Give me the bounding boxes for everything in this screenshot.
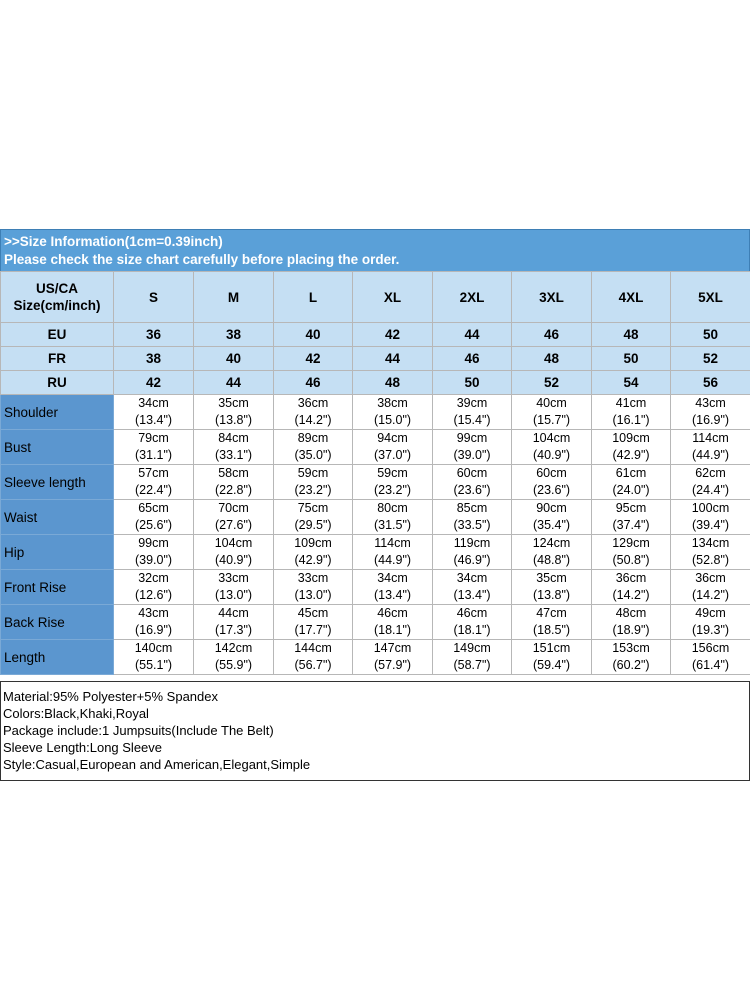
measure-cm: 58cm (218, 466, 249, 480)
measure-cell (433, 605, 512, 640)
measure-cell (274, 640, 353, 675)
measure-cell (512, 395, 592, 430)
region-size-cell: 36 (114, 323, 194, 347)
measure-row (1, 430, 750, 465)
region-size-cell: 50 (592, 347, 671, 371)
measure-inch: (44.9") (373, 553, 412, 567)
measure-cm: 140cm (134, 641, 173, 655)
measure-cell (114, 500, 194, 535)
measure-inch: (22.8") (214, 483, 253, 497)
measure-inch: (13.8") (532, 588, 571, 602)
measure-cm: 33cm (297, 571, 329, 585)
measure-cell (194, 570, 274, 605)
region-size-cell: 54 (592, 371, 671, 395)
measure-cm: 147cm (373, 641, 412, 655)
measure-cm: 46cm (456, 606, 488, 620)
measure-cell (194, 430, 274, 465)
measure-cm: 144cm (294, 641, 332, 655)
measure-label: Front Rise (1, 570, 114, 605)
measure-cm: 61cm (615, 466, 647, 480)
measure-cm: 95cm (615, 501, 647, 515)
region-label: FR (1, 347, 114, 371)
measure-cm: 35cm (536, 571, 567, 585)
region-size-cell: 50 (433, 371, 512, 395)
measure-inch: (14.2") (294, 413, 332, 427)
measure-cm: 99cm (138, 536, 169, 550)
measure-inch: (39.0") (453, 448, 491, 462)
measure-cell (671, 605, 750, 640)
region-size-cell: 48 (512, 347, 592, 371)
header-label-line1: US/CA (35, 281, 78, 296)
measure-cell (274, 605, 353, 640)
measure-cell (114, 605, 194, 640)
region-size-cell: 48 (592, 323, 671, 347)
measure-cell (114, 570, 194, 605)
measure-cell (194, 465, 274, 500)
measure-inch: (13.0") (214, 588, 253, 602)
size-table (0, 271, 750, 675)
measure-cm: 44cm (218, 606, 249, 620)
measure-inch: (24.0") (612, 483, 650, 497)
measure-cm: 38cm (377, 396, 408, 410)
region-size-cell: 42 (114, 371, 194, 395)
measure-label: Waist (1, 500, 114, 535)
size-header-cell: 4XL (592, 272, 671, 323)
measure-cm: 59cm (297, 466, 329, 480)
measure-inch: (23.2") (294, 483, 332, 497)
measure-inch: (17.7") (294, 623, 332, 637)
measure-inch: (13.8") (214, 413, 253, 427)
measure-cm: 129cm (612, 536, 650, 550)
measure-inch: (16.1") (612, 413, 650, 427)
measure-cell (592, 430, 671, 465)
measure-inch: (31.5") (373, 518, 412, 532)
measure-cell (353, 640, 433, 675)
measure-cm: 114cm (374, 536, 411, 550)
measure-cell (592, 395, 671, 430)
measure-inch: (16.9") (691, 413, 730, 427)
measure-inch: (18.9") (612, 623, 650, 637)
measure-cm: 70cm (218, 501, 249, 515)
measure-cm: 153cm (612, 641, 650, 655)
measure-cell (353, 570, 433, 605)
measure-cell (671, 570, 750, 605)
measure-cm: 39cm (456, 396, 488, 410)
measure-inch: (15.4") (453, 413, 491, 427)
measure-inch: (56.7") (294, 658, 332, 672)
measure-cm: 46cm (377, 606, 408, 620)
measure-cm: 62cm (695, 466, 726, 480)
measure-inch: (60.2") (612, 658, 650, 672)
measure-cm: 60cm (456, 466, 488, 480)
measure-inch: (33.1") (214, 448, 253, 462)
measure-cm: 104cm (214, 536, 253, 550)
measure-cell (274, 430, 353, 465)
measure-label: Sleeve length (1, 465, 114, 500)
note-style: Style:Casual,European and American,Elegant,Simple (3, 757, 311, 772)
measure-cm: 99cm (456, 431, 488, 445)
measure-inch: (18.1") (453, 623, 491, 637)
region-size-cell: 40 (194, 347, 274, 371)
measure-cell (114, 640, 194, 675)
measure-cm: 85cm (456, 501, 488, 515)
measure-inch: (55.9") (214, 658, 253, 672)
measure-cell (592, 570, 671, 605)
measure-row (1, 640, 750, 675)
note-package: Package include:1 Jumpsuits(Include The Belt) (3, 723, 274, 738)
measure-inch: (48.8") (532, 553, 571, 567)
measure-inch: (23.2") (373, 483, 412, 497)
region-size-cell: 46 (274, 371, 353, 395)
measure-inch: (23.6") (453, 483, 491, 497)
region-size-cell: 52 (512, 371, 592, 395)
region-size-cell: 46 (433, 347, 512, 371)
size-header-cell: XL (353, 272, 433, 323)
measure-cm: 90cm (536, 501, 567, 515)
measure-cm: 33cm (218, 571, 249, 585)
measure-cm: 134cm (691, 536, 730, 550)
size-info-banner (0, 229, 750, 271)
measure-inch: (39.4") (691, 518, 730, 532)
region-row-fr (1, 347, 750, 371)
measure-cell (433, 500, 512, 535)
measure-inch: (29.5") (294, 518, 332, 532)
size-header-cell: S (114, 272, 194, 323)
measure-inch: (35.4") (532, 518, 571, 532)
region-size-cell: 38 (114, 347, 194, 371)
measure-cm: 57cm (138, 466, 169, 480)
measure-cm: 142cm (214, 641, 253, 655)
measure-cm: 34cm (377, 571, 408, 585)
region-size-cell: 42 (274, 347, 353, 371)
measure-cm: 47cm (536, 606, 567, 620)
measure-cm: 36cm (297, 396, 329, 410)
measure-label: Shoulder (1, 395, 114, 430)
measure-cm: 109cm (294, 536, 332, 550)
measure-inch: (24.4") (691, 483, 730, 497)
measure-inch: (17.3") (214, 623, 253, 637)
measure-cm: 109cm (612, 431, 650, 445)
measure-cm: 45cm (297, 606, 329, 620)
measure-inch: (13.4") (373, 588, 412, 602)
measure-cm: 94cm (377, 431, 408, 445)
measure-inch: (40.9") (214, 553, 253, 567)
measure-inch: (42.9") (612, 448, 650, 462)
measure-row (1, 500, 750, 535)
measure-inch: (42.9") (294, 553, 332, 567)
note-material: Material:95% Polyester+5% Spandex (3, 689, 218, 704)
measure-cm: 49cm (695, 606, 726, 620)
measure-cm: 80cm (377, 501, 408, 515)
measure-inch: (59.4") (532, 658, 571, 672)
measure-inch: (12.6") (134, 588, 173, 602)
measure-cm: 149cm (453, 641, 491, 655)
measure-cell (353, 465, 433, 500)
header-label-line2: Size(cm/inch) (13, 298, 101, 313)
measure-inch: (52.8") (691, 553, 730, 567)
measure-cell (671, 500, 750, 535)
measure-cm: 75cm (297, 501, 329, 515)
measure-cell (194, 395, 274, 430)
measure-cm: 100cm (691, 501, 730, 515)
measure-cell (353, 395, 433, 430)
size-chart (0, 229, 750, 781)
measure-row (1, 395, 750, 430)
measure-cell (353, 535, 433, 570)
size-header-cell: 5XL (671, 272, 750, 323)
measure-cell (274, 500, 353, 535)
measure-cell (512, 605, 592, 640)
measure-inch: (33.5") (453, 518, 491, 532)
measure-cm: 84cm (218, 431, 249, 445)
measure-cell (433, 570, 512, 605)
banner-title: >>Size Information(1cm=0.39inch) (4, 234, 223, 249)
size-header-cell: 2XL (433, 272, 512, 323)
measure-cell (274, 465, 353, 500)
measure-inch: (25.6") (134, 518, 173, 532)
measure-label: Hip (1, 535, 114, 570)
measure-cm: 59cm (377, 466, 408, 480)
measure-cm: 104cm (532, 431, 571, 445)
measure-cm: 43cm (695, 396, 726, 410)
measure-cm: 89cm (297, 431, 329, 445)
measure-inch: (61.4") (691, 658, 730, 672)
measure-inch: (16.9") (134, 623, 173, 637)
measure-inch: (19.3") (691, 623, 730, 637)
measure-cell (671, 395, 750, 430)
region-size-cell: 42 (353, 323, 433, 347)
measure-cell (353, 605, 433, 640)
measure-cell (114, 535, 194, 570)
measure-inch: (39.0") (134, 553, 173, 567)
measure-inch: (27.6") (214, 518, 253, 532)
region-size-cell: 50 (671, 323, 750, 347)
measure-cell (114, 430, 194, 465)
region-row-eu (1, 323, 750, 347)
measure-cell (114, 395, 194, 430)
measure-cm: 40cm (536, 396, 567, 410)
measure-cell (592, 640, 671, 675)
region-size-cell: 46 (512, 323, 592, 347)
measure-cm: 119cm (453, 536, 491, 550)
measure-cell (512, 640, 592, 675)
region-size-cell: 44 (194, 371, 274, 395)
measure-inch: (35.0") (294, 448, 332, 462)
measure-cell (671, 535, 750, 570)
measure-row (1, 465, 750, 500)
measure-inch: (55.1") (134, 658, 173, 672)
measure-cell (512, 500, 592, 535)
measure-inch: (18.1") (373, 623, 412, 637)
measure-cm: 35cm (218, 396, 249, 410)
region-size-cell: 38 (194, 323, 274, 347)
measure-inch: (14.2") (691, 588, 730, 602)
measure-cell (512, 430, 592, 465)
measure-cell (274, 535, 353, 570)
measure-cell (194, 535, 274, 570)
measure-inch: (58.7") (453, 658, 491, 672)
measure-cell (353, 430, 433, 465)
measure-cell (671, 430, 750, 465)
measure-inch: (13.0") (294, 588, 332, 602)
measure-cell (592, 535, 671, 570)
measure-inch: (50.8") (612, 553, 650, 567)
measure-cm: 34cm (138, 396, 169, 410)
region-size-cell: 48 (353, 371, 433, 395)
measure-cell (353, 500, 433, 535)
region-size-cell: 56 (671, 371, 750, 395)
measure-cell (671, 640, 750, 675)
measure-cell (433, 535, 512, 570)
measure-cm: 124cm (532, 536, 571, 550)
measure-inch: (15.0") (373, 413, 412, 427)
measure-cell (592, 465, 671, 500)
measure-inch: (22.4") (134, 483, 173, 497)
size-header-label (1, 272, 114, 323)
region-size-cell: 44 (433, 323, 512, 347)
measure-inch: (15.7") (532, 413, 571, 427)
note-sleeve-length: Sleeve Length:Long Sleeve (3, 740, 163, 755)
measure-inch: (23.6") (532, 483, 571, 497)
measure-cell (512, 570, 592, 605)
measure-cell (194, 640, 274, 675)
measure-cell (512, 465, 592, 500)
measure-cell (433, 465, 512, 500)
measure-inch: (31.1") (134, 448, 173, 462)
measure-inch: (13.4") (453, 588, 491, 602)
measure-label: Back Rise (1, 605, 114, 640)
measure-inch: (37.4") (612, 518, 650, 532)
measure-cm: 34cm (456, 571, 488, 585)
measure-cell (114, 465, 194, 500)
measure-cell (433, 640, 512, 675)
measure-cell (274, 570, 353, 605)
region-size-cell: 44 (353, 347, 433, 371)
measure-cm: 41cm (615, 396, 647, 410)
measure-cm: 151cm (532, 641, 571, 655)
size-header-cell: 3XL (512, 272, 592, 323)
region-label: EU (1, 323, 114, 347)
measure-label: Length (1, 640, 114, 675)
region-size-cell: 52 (671, 347, 750, 371)
measure-row (1, 535, 750, 570)
size-header-cell: M (194, 272, 274, 323)
region-label: RU (1, 371, 114, 395)
measure-cell (433, 430, 512, 465)
measure-cm: 114cm (692, 431, 729, 445)
measure-row (1, 605, 750, 640)
measure-cm: 36cm (695, 571, 726, 585)
measure-inch: (13.4") (134, 413, 173, 427)
measure-cell (194, 500, 274, 535)
measure-cm: 43cm (138, 606, 169, 620)
product-notes (0, 681, 750, 781)
measure-inch: (40.9") (532, 448, 571, 462)
region-row-ru (1, 371, 750, 395)
measure-cm: 65cm (138, 501, 169, 515)
measure-cm: 48cm (615, 606, 647, 620)
measure-cm: 36cm (615, 571, 647, 585)
region-size-cell: 40 (274, 323, 353, 347)
measure-cm: 79cm (138, 431, 169, 445)
measure-cell (194, 605, 274, 640)
measure-inch: (18.5") (532, 623, 571, 637)
measure-cm: 32cm (138, 571, 169, 585)
measure-label: Bust (1, 430, 114, 465)
measure-row (1, 570, 750, 605)
measure-inch: (37.0") (373, 448, 412, 462)
measure-cell (592, 605, 671, 640)
measure-cell (512, 535, 592, 570)
measure-cell (433, 395, 512, 430)
banner-subtitle: Please check the size chart carefully before placing the order. (4, 252, 400, 267)
measure-cell (274, 395, 353, 430)
measure-cm: 60cm (536, 466, 567, 480)
measure-cell (671, 465, 750, 500)
measure-cell (592, 500, 671, 535)
measure-cm: 156cm (691, 641, 730, 655)
measure-inch: (46.9") (453, 553, 491, 567)
size-header-cell: L (274, 272, 353, 323)
measure-inch: (14.2") (612, 588, 650, 602)
size-header-row (1, 272, 750, 323)
measure-inch: (57.9") (373, 658, 412, 672)
measure-inch: (44.9") (691, 448, 730, 462)
note-colors: Colors:Black,Khaki,Royal (3, 706, 149, 721)
